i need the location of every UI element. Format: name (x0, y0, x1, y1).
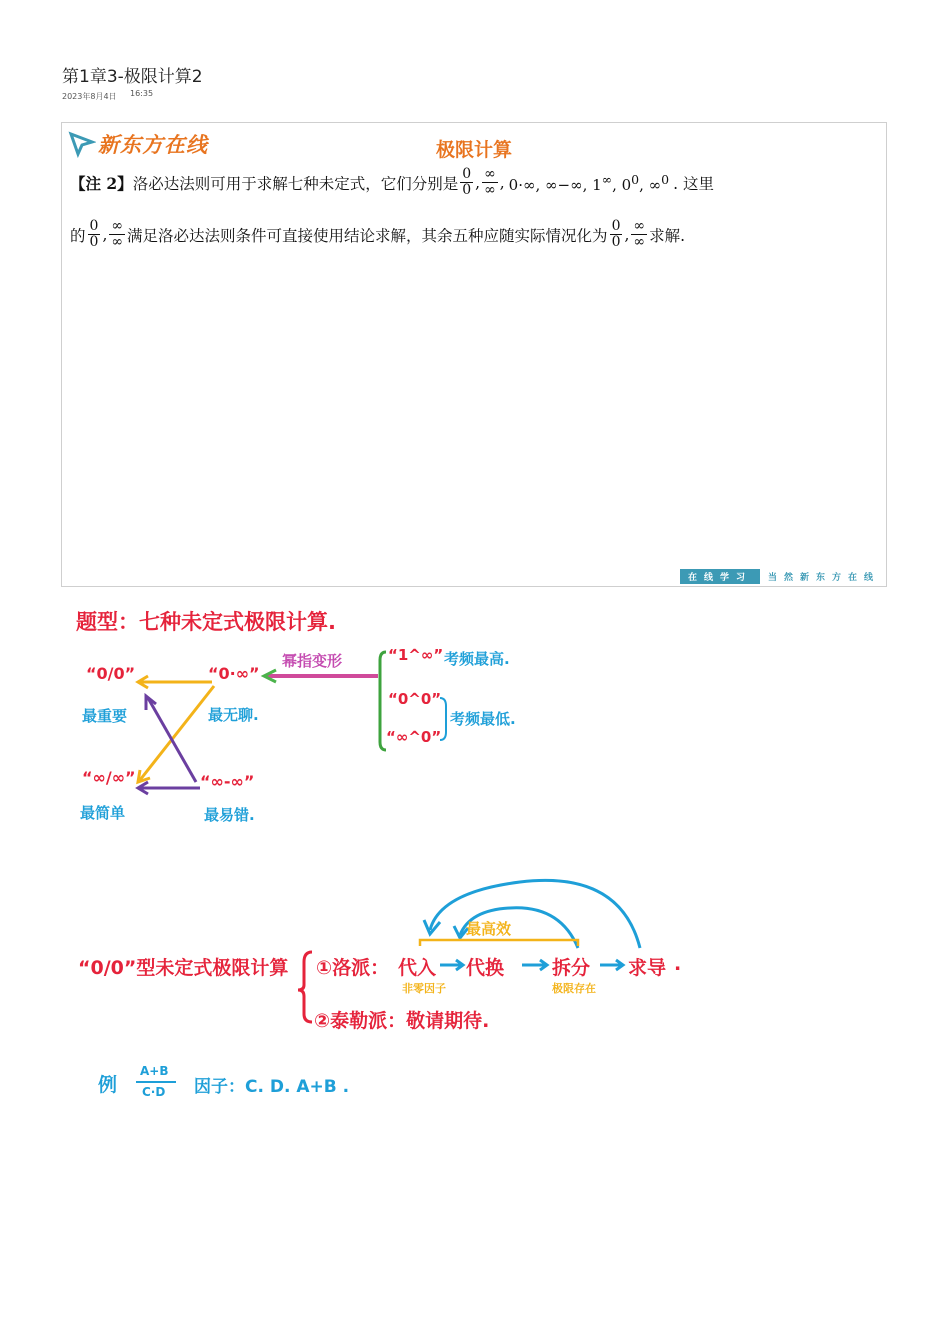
footer-left: 在线学习 (680, 569, 760, 584)
hw-heading: 题型：七种未定式极限计算. (76, 610, 336, 634)
note-text-2-end: 求解. (649, 226, 686, 245)
label-most-important: 最重要 (82, 707, 128, 725)
note-nonzero-factor: 非零因子 (402, 982, 446, 995)
page-date: 2023年8月4日 (62, 92, 117, 101)
method1-step2: 代换 (466, 957, 505, 979)
form-zero-times-inf: “0·∞” (208, 664, 260, 683)
form-zero-over-zero: “0/0” (86, 664, 136, 683)
note-line-1: 【注 2】 洛必达法则可用于求解七种未定式，它们分别是 $\frac{0}{0}$ , $\frac{\infty}{\infty}$ , 0·∞, ∞−∞, 1∞, $0^0$, ∞$^0$ . 这里 (70, 166, 714, 198)
form-zero-zero: “0^0” (388, 690, 442, 708)
forms-inline: 0·∞, ∞−∞, 1∞, $0^0$, ∞$^0$ (508, 171, 670, 194)
footer-right: 当然新东方在线 (767, 573, 880, 583)
frac-inf-over-inf-3: $\frac{\infty}{\infty}$ (633, 218, 646, 250)
form-inf-zero: “∞^0” (386, 728, 442, 746)
brace-red (298, 952, 312, 1022)
example-den: C·D (142, 1085, 166, 1099)
note-limit-exists: 极限存在 (552, 982, 596, 995)
exponent-transform: 幂指变形 (282, 652, 343, 670)
page-title: 第1章3-极限计算2 (62, 67, 203, 87)
slide-heading: 极限计算 (435, 139, 512, 161)
arrow-purple-2 (148, 698, 196, 782)
frac-zero-over-zero-2: $\frac{0}{0}$ (89, 218, 99, 250)
type-title: “0/0”型未定式极限计算 (78, 957, 289, 979)
method2: ②泰勒派：敬请期待. (314, 1010, 490, 1032)
frac-inf-over-inf-2: $\frac{\infty}{\infty}$ (111, 218, 124, 250)
page-time: 16:35 (130, 89, 154, 98)
method1-step1: 代入 (398, 957, 437, 979)
note-text-2-start: 的 (70, 226, 86, 245)
method1-step4: 求导 (628, 957, 667, 979)
form-inf-minus-inf: “∞-∞” (200, 772, 255, 791)
label-freq-highest: 考频最高. (444, 650, 510, 668)
example-num: A+B (140, 1064, 169, 1078)
note-line-2: 的 $\frac{0}{0}$ , $\frac{\infty}{\infty}$ 满足洛必达法则条件可直接使用结论求解，其余五种应随实际情况化为 $\frac{0}{0}$ , $\frac{\infty}{\infty}$ 求解. (70, 218, 686, 250)
form-inf-over-inf: “∞/∞” (82, 768, 136, 787)
example-label: 例 (98, 1074, 118, 1096)
label-most-boring: 最无聊. (208, 706, 259, 724)
label-freq-lowest: 考频最低. (450, 710, 516, 728)
method1-step3: 拆分 (552, 957, 591, 979)
note-text-1-end: . 这里 (673, 174, 714, 193)
form-one-inf: “1^∞” (388, 646, 444, 664)
frac-zero-over-zero: $\frac{0}{0}$ (462, 166, 472, 198)
note-label: 【注 2】 (70, 173, 133, 193)
frac-zero-over-zero-3: $\frac{0}{0}$ (611, 218, 621, 250)
label-most-error-prone: 最易错. (204, 806, 255, 824)
method1-prefix: ①洛派： (316, 957, 390, 979)
method1-end: . (674, 953, 682, 975)
note-text-1: 洛必达法则可用于求解七种未定式，它们分别是 (132, 174, 459, 193)
label-simplest: 最简单 (80, 804, 126, 822)
frac-inf-over-inf: $\frac{\infty}{\infty}$ (484, 166, 496, 198)
logo-text: 新东方在线 (98, 133, 208, 157)
note-text-2-mid: 满足洛必达法则条件可直接使用结论求解，其余五种应随实际情况化为 (127, 226, 608, 245)
note-most-efficient: 最高效 (466, 920, 512, 938)
example-factor: 因子：C. D. A+B . (194, 1077, 350, 1097)
bracket-orange (420, 940, 578, 946)
